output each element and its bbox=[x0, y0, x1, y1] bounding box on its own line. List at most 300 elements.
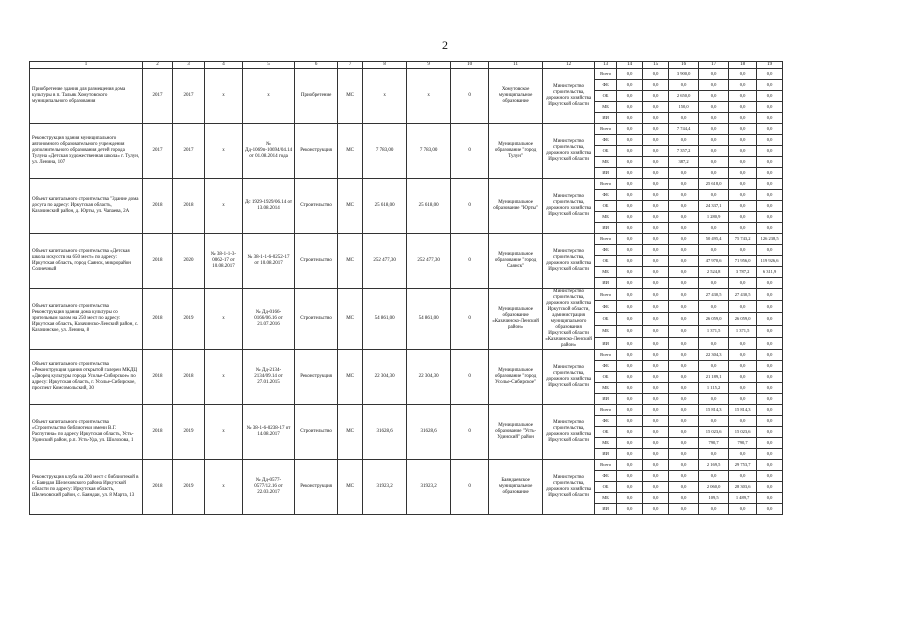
funding-source: Всего bbox=[595, 460, 617, 471]
funding-value: 0,0 bbox=[669, 383, 699, 394]
funding-value: 0,0 bbox=[643, 179, 669, 190]
responsible-executor: Министерство строительства, дорожного хозяйства Иркутской области, администрация муниципального образования Иркутской области «Казачинско-Ленский район» bbox=[543, 289, 595, 350]
estimated-cost: 54 861,00 bbox=[363, 289, 407, 350]
recipient: Муниципальное образование «Казачинско-Ленский район» bbox=[489, 289, 543, 350]
funding-value: 0,0 bbox=[643, 168, 669, 179]
funding-value: 0,0 bbox=[643, 372, 669, 383]
funding-value: 0,0 bbox=[669, 80, 699, 91]
work-type: Приобретение bbox=[295, 69, 338, 124]
column-number: 1 bbox=[30, 62, 143, 69]
column-number: 18 bbox=[729, 62, 757, 69]
funding-value: 0,0 bbox=[669, 504, 699, 515]
funding-value: 0,0 bbox=[617, 124, 643, 135]
funding-source: ОБ bbox=[595, 482, 617, 493]
funding-source: ОБ bbox=[595, 256, 617, 267]
funding-value: 0,0 bbox=[757, 113, 783, 124]
funding-value: 0,0 bbox=[699, 394, 729, 405]
recipient: Муниципальное образование "город Тулун" bbox=[489, 124, 543, 179]
funding-value: 0,0 bbox=[669, 325, 699, 337]
funding-value: 126 238,5 bbox=[757, 234, 783, 245]
funding-value: 0,0 bbox=[757, 350, 783, 361]
remaining-cost: x bbox=[407, 69, 451, 124]
funding-value: 28 303,6 bbox=[729, 482, 757, 493]
funding-value: 25 618,0 bbox=[699, 179, 729, 190]
funding-value: 0,0 bbox=[669, 372, 699, 383]
funding-value: 0,0 bbox=[729, 383, 757, 394]
funding-value: 0,0 bbox=[729, 223, 757, 234]
funding-value: 0,0 bbox=[643, 350, 669, 361]
funding-source: МБ bbox=[595, 438, 617, 449]
end-year: 2017 bbox=[173, 69, 205, 124]
funding-value: 0,0 bbox=[669, 460, 699, 471]
funding-value: 0,0 bbox=[643, 124, 669, 135]
funding-value: 0,0 bbox=[643, 234, 669, 245]
funding-value: 0,0 bbox=[729, 212, 757, 223]
funding-source: ИИ bbox=[595, 394, 617, 405]
estimated-cost: 22 304,30 bbox=[363, 350, 407, 405]
table-row bbox=[30, 179, 783, 190]
funding-value: 0,0 bbox=[757, 301, 783, 313]
funding-source: МБ bbox=[595, 157, 617, 168]
funding-value: 22 304,3 bbox=[699, 350, 729, 361]
funding-value: 0,0 bbox=[729, 69, 757, 80]
funding-source: ИИ bbox=[595, 449, 617, 460]
funding-value: 0,0 bbox=[643, 157, 669, 168]
funding-value: 0,0 bbox=[669, 212, 699, 223]
funding-value: 0,0 bbox=[617, 91, 643, 102]
funding-value: 15 814,3 bbox=[729, 405, 757, 416]
funding-value: 0,0 bbox=[757, 289, 783, 301]
funding-value: 27 430,5 bbox=[699, 289, 729, 301]
funding-value: 0,0 bbox=[669, 427, 699, 438]
funding-value: 0,0 bbox=[617, 313, 643, 325]
funding-value: 0,0 bbox=[757, 278, 783, 289]
funding-value: 0,0 bbox=[617, 113, 643, 124]
funding-source: ОБ bbox=[595, 427, 617, 438]
approval-document: № 38-1-6-0238-17 от 14.08.2017 bbox=[243, 405, 295, 460]
funding-value: 0,0 bbox=[643, 245, 669, 256]
approval-document: № Дд-1069п-10694/04.14 от 01.08.2014 года bbox=[243, 124, 295, 179]
funding-value: 0,0 bbox=[757, 135, 783, 146]
table-row bbox=[30, 289, 783, 301]
column-number: 9 bbox=[407, 62, 451, 69]
funding-value: 0,0 bbox=[669, 350, 699, 361]
work-type: Строительство bbox=[295, 405, 338, 460]
table-row bbox=[30, 405, 783, 416]
work-type: Строительство bbox=[295, 234, 338, 289]
funding-value: 0,0 bbox=[617, 460, 643, 471]
readiness-percent: 0 bbox=[451, 69, 489, 124]
funding-value: 0,0 bbox=[757, 212, 783, 223]
ownership-type: МС bbox=[338, 350, 363, 405]
funding-value: 0,0 bbox=[729, 91, 757, 102]
project-name: Приобретение здания для размещения дома культуры в п. Тальяк Хомутовского муниципального образования bbox=[30, 69, 143, 124]
column-number: 14 bbox=[617, 62, 643, 69]
funding-value: 3 787,2 bbox=[729, 267, 757, 278]
start-year: 2018 bbox=[143, 350, 173, 405]
funding-value: 0,0 bbox=[757, 372, 783, 383]
readiness-percent: 0 bbox=[451, 350, 489, 405]
funding-value: 0,0 bbox=[699, 102, 729, 113]
column-number: 7 bbox=[338, 62, 363, 69]
start-year: 2018 bbox=[143, 460, 173, 515]
funding-value: 6 311,9 bbox=[757, 267, 783, 278]
funding-value: 0,0 bbox=[643, 383, 669, 394]
program-table bbox=[29, 61, 783, 515]
remaining-cost: 25 618,00 bbox=[407, 179, 451, 234]
funding-value: 0,0 bbox=[729, 179, 757, 190]
funding-value: 0,0 bbox=[643, 471, 669, 482]
funding-source: ИИ bbox=[595, 113, 617, 124]
funding-source: ФБ bbox=[595, 245, 617, 256]
table-row bbox=[30, 124, 783, 135]
responsible-executor: Министерство строительства, дорожного хозяйства Иркутской области bbox=[543, 69, 595, 124]
funding-value: 0,0 bbox=[617, 301, 643, 313]
funding-value: 0,0 bbox=[643, 405, 669, 416]
remaining-cost: 31628,6 bbox=[407, 405, 451, 460]
funding-value: 0,0 bbox=[729, 102, 757, 113]
funding-source: ОБ bbox=[595, 201, 617, 212]
table-row bbox=[30, 350, 783, 361]
funding-source: ФБ bbox=[595, 471, 617, 482]
funding-value: 24 337,1 bbox=[699, 201, 729, 212]
funding-source: Всего bbox=[595, 124, 617, 135]
funding-value: 0,0 bbox=[643, 102, 669, 113]
funding-value: 0,0 bbox=[643, 337, 669, 349]
funding-value: 0,0 bbox=[699, 223, 729, 234]
funding-value: 0,0 bbox=[729, 416, 757, 427]
ownership-type: МС bbox=[338, 460, 363, 515]
funding-value: 0,0 bbox=[617, 267, 643, 278]
funding-source: МБ bbox=[595, 493, 617, 504]
funding-value: 0,0 bbox=[729, 301, 757, 313]
remaining-cost: 22 304,30 bbox=[407, 350, 451, 405]
remaining-cost: 252 477,30 bbox=[407, 234, 451, 289]
funding-value: 26 059,0 bbox=[699, 313, 729, 325]
funding-value: 1 280,9 bbox=[699, 212, 729, 223]
funding-value: 0,0 bbox=[699, 337, 729, 349]
funding-value: 0,0 bbox=[757, 124, 783, 135]
end-year: 2019 bbox=[173, 405, 205, 460]
funding-value: 71 956,0 bbox=[729, 256, 757, 267]
expertise-conclusion: x bbox=[205, 69, 243, 124]
funding-value: 119 926,6 bbox=[757, 256, 783, 267]
funding-value: 0,0 bbox=[643, 361, 669, 372]
funding-value: 790,7 bbox=[699, 438, 729, 449]
funding-value: 0,0 bbox=[617, 234, 643, 245]
remaining-cost: 7 783,00 bbox=[407, 124, 451, 179]
responsible-executor: Министерство строительства, дорожного хозяйства Иркутской области bbox=[543, 234, 595, 289]
funding-source: ФБ bbox=[595, 190, 617, 201]
funding-value: 0,0 bbox=[699, 471, 729, 482]
funding-source: ФБ bbox=[595, 361, 617, 372]
expertise-conclusion: x bbox=[205, 289, 243, 350]
funding-value: 0,0 bbox=[699, 113, 729, 124]
funding-value: 0,0 bbox=[617, 179, 643, 190]
funding-value: 21 189,1 bbox=[699, 372, 729, 383]
work-type: Строительство bbox=[295, 179, 338, 234]
readiness-percent: 0 bbox=[451, 460, 489, 515]
project-name: Реконструкция здания муниципального автономного образовательного учреждения дополнительного образования детей города Тулуна «Детская художественная школа» г. Тулун, ул. Ленина, 107 bbox=[30, 124, 143, 179]
funding-value: 0,0 bbox=[643, 256, 669, 267]
funding-value: 0,0 bbox=[729, 168, 757, 179]
funding-value: 0,0 bbox=[643, 325, 669, 337]
funding-value: 0,0 bbox=[729, 471, 757, 482]
funding-value: 0,0 bbox=[669, 256, 699, 267]
funding-value: 3 900,0 bbox=[669, 69, 699, 80]
funding-value: 0,0 bbox=[699, 69, 729, 80]
project-name: Объект капитального строительства Реконструкция здания дома культуры со зрительным залом на 250 мест по адресу: Иркутская область, Казачинско-Ленский район, с. Казачинское, ул. Ленина, 8 bbox=[30, 289, 143, 350]
funding-value: 2 524,8 bbox=[699, 267, 729, 278]
funding-value: 0,0 bbox=[643, 427, 669, 438]
funding-value: 0,0 bbox=[757, 69, 783, 80]
funding-value: 0,0 bbox=[617, 69, 643, 80]
funding-value: 0,0 bbox=[643, 69, 669, 80]
funding-source: Всего bbox=[595, 289, 617, 301]
funding-value: 0,0 bbox=[699, 416, 729, 427]
end-year: 2020 bbox=[173, 234, 205, 289]
funding-value: 0,0 bbox=[729, 157, 757, 168]
readiness-percent: 0 bbox=[451, 289, 489, 350]
funding-source: ИИ bbox=[595, 168, 617, 179]
funding-source: ФБ bbox=[595, 416, 617, 427]
estimated-cost: 25 618,00 bbox=[363, 179, 407, 234]
funding-value: 0,0 bbox=[669, 278, 699, 289]
funding-value: 0,0 bbox=[643, 135, 669, 146]
funding-value: 0,0 bbox=[617, 212, 643, 223]
funding-value: 0,0 bbox=[643, 504, 669, 515]
funding-value: 0,0 bbox=[643, 212, 669, 223]
readiness-percent: 0 bbox=[451, 124, 489, 179]
funding-value: 0,0 bbox=[643, 313, 669, 325]
funding-value: 0,0 bbox=[699, 146, 729, 157]
funding-value: 0,0 bbox=[669, 313, 699, 325]
funding-value: 0,0 bbox=[669, 245, 699, 256]
expertise-conclusion: № 38-1-1-3-0062-17 от 10.08.2017 bbox=[205, 234, 243, 289]
page-number: 2 bbox=[442, 38, 448, 52]
funding-value: 0,0 bbox=[729, 146, 757, 157]
end-year: 2019 bbox=[173, 460, 205, 515]
funding-value: 0,0 bbox=[699, 278, 729, 289]
funding-value: 0,0 bbox=[757, 223, 783, 234]
funding-value: 0,0 bbox=[617, 405, 643, 416]
funding-value: 0,0 bbox=[699, 190, 729, 201]
funding-value: 2 060,0 bbox=[699, 482, 729, 493]
funding-value: 0,0 bbox=[669, 168, 699, 179]
funding-value: 7 744,4 bbox=[669, 124, 699, 135]
funding-value: 0,0 bbox=[617, 449, 643, 460]
funding-source: ОБ bbox=[595, 372, 617, 383]
funding-value: 15 814,3 bbox=[699, 405, 729, 416]
column-number: 6 bbox=[295, 62, 338, 69]
column-number: 12 bbox=[543, 62, 595, 69]
funding-source: Всего bbox=[595, 350, 617, 361]
recipient: Хомутовское муниципальное образование bbox=[489, 69, 543, 124]
funding-value: 26 059,0 bbox=[729, 313, 757, 325]
funding-value: 0,0 bbox=[617, 471, 643, 482]
column-number: 2 bbox=[143, 62, 173, 69]
column-number: 11 bbox=[489, 62, 543, 69]
funding-value: 0,0 bbox=[617, 325, 643, 337]
funding-source: МБ bbox=[595, 383, 617, 394]
approval-document: Дс 1929-1929/06.14 от 13.08.2014 bbox=[243, 179, 295, 234]
funding-value: 75 743,2 bbox=[729, 234, 757, 245]
estimated-cost: x bbox=[363, 69, 407, 124]
responsible-executor: Министерство строительства, дорожного хозяйства Иркутской области bbox=[543, 350, 595, 405]
ownership-type: МС bbox=[338, 179, 363, 234]
recipient: Баяндаевское муниципальное образование bbox=[489, 460, 543, 515]
readiness-percent: 0 bbox=[451, 234, 489, 289]
funding-value: 0,0 bbox=[729, 504, 757, 515]
responsible-executor: Министерство строительства, дорожного хозяйства Иркутской области bbox=[543, 405, 595, 460]
funding-value: 0,0 bbox=[643, 80, 669, 91]
funding-value: 0,0 bbox=[757, 394, 783, 405]
funding-value: 0,0 bbox=[699, 91, 729, 102]
funding-value: 0,0 bbox=[729, 80, 757, 91]
funding-value: 0,0 bbox=[643, 278, 669, 289]
funding-value: 0,0 bbox=[617, 427, 643, 438]
start-year: 2017 bbox=[143, 69, 173, 124]
funding-value: 27 430,5 bbox=[729, 289, 757, 301]
funding-value: 0,0 bbox=[757, 146, 783, 157]
estimated-cost: 31628,6 bbox=[363, 405, 407, 460]
funding-source: МБ bbox=[595, 102, 617, 113]
funding-value: 0,0 bbox=[757, 313, 783, 325]
funding-value: 109,5 bbox=[699, 493, 729, 504]
estimated-cost: 31923,2 bbox=[363, 460, 407, 515]
funding-value: 0,0 bbox=[729, 135, 757, 146]
funding-value: 0,0 bbox=[617, 482, 643, 493]
funding-value: 0,0 bbox=[729, 394, 757, 405]
funding-value: 0,0 bbox=[617, 372, 643, 383]
funding-value: 0,0 bbox=[669, 223, 699, 234]
funding-value: 0,0 bbox=[699, 124, 729, 135]
funding-value: 0,0 bbox=[643, 301, 669, 313]
funding-value: 0,0 bbox=[669, 493, 699, 504]
funding-value: 0,0 bbox=[669, 361, 699, 372]
funding-value: 0,0 bbox=[617, 80, 643, 91]
remaining-cost: 54 861,00 bbox=[407, 289, 451, 350]
funding-value: 0,0 bbox=[757, 80, 783, 91]
funding-value: 2 650,0 bbox=[669, 91, 699, 102]
funding-value: 0,0 bbox=[757, 325, 783, 337]
funding-value: 0,0 bbox=[617, 383, 643, 394]
funding-source: МБ bbox=[595, 267, 617, 278]
funding-value: 15 023,6 bbox=[699, 427, 729, 438]
funding-value: 150,0 bbox=[669, 102, 699, 113]
funding-source: ОБ bbox=[595, 91, 617, 102]
funding-value: 0,0 bbox=[669, 201, 699, 212]
funding-value: 0,0 bbox=[669, 438, 699, 449]
funding-value: 0,0 bbox=[617, 504, 643, 515]
funding-value: 0,0 bbox=[729, 201, 757, 212]
funding-value: 0,0 bbox=[643, 449, 669, 460]
funding-value: 0,0 bbox=[617, 361, 643, 372]
work-type: Реконструкция bbox=[295, 124, 338, 179]
column-number: 10 bbox=[451, 62, 489, 69]
approval-document: x bbox=[243, 69, 295, 124]
start-year: 2018 bbox=[143, 289, 173, 350]
start-year: 2017 bbox=[143, 124, 173, 179]
expertise-conclusion: x bbox=[205, 179, 243, 234]
funding-value: 0,0 bbox=[729, 278, 757, 289]
funding-source: ФБ bbox=[595, 80, 617, 91]
funding-value: 0,0 bbox=[729, 449, 757, 460]
work-type: Строительство bbox=[295, 289, 338, 350]
table-row bbox=[30, 69, 783, 80]
funding-value: 7 357,2 bbox=[669, 146, 699, 157]
funding-source: ИИ bbox=[595, 223, 617, 234]
table-row bbox=[30, 234, 783, 245]
funding-value: 0,0 bbox=[617, 146, 643, 157]
funding-value: 0,0 bbox=[617, 350, 643, 361]
funding-value: 0,0 bbox=[643, 394, 669, 405]
funding-value: 0,0 bbox=[757, 493, 783, 504]
funding-value: 0,0 bbox=[699, 157, 729, 168]
funding-value: 1 115,2 bbox=[699, 383, 729, 394]
column-number: 15 bbox=[643, 62, 669, 69]
approval-document: № Дд-2134-2134/09.14 от 27.01.2015 bbox=[243, 350, 295, 405]
funding-value: 0,0 bbox=[699, 80, 729, 91]
project-name: Объект капитального строительства «Детская школа искусств на 650 мест» по адресу: Иркутская область, город Саянск, микрорайон Солнечный bbox=[30, 234, 143, 289]
funding-value: 50 495,4 bbox=[699, 234, 729, 245]
approval-document: № Дд-0577-0577/12.16 от 22.03.2017 bbox=[243, 460, 295, 515]
funding-value: 0,0 bbox=[757, 91, 783, 102]
start-year: 2018 bbox=[143, 234, 173, 289]
funding-value: 1 489,7 bbox=[729, 493, 757, 504]
column-number: 17 bbox=[699, 62, 729, 69]
approval-document: № Дд-0166-0166/06.16 от 21.07.2016 bbox=[243, 289, 295, 350]
funding-source: ФБ bbox=[595, 301, 617, 313]
funding-value: 0,0 bbox=[699, 449, 729, 460]
funding-value: 387,2 bbox=[669, 157, 699, 168]
funding-value: 0,0 bbox=[643, 146, 669, 157]
funding-value: 0,0 bbox=[617, 135, 643, 146]
funding-value: 0,0 bbox=[757, 405, 783, 416]
start-year: 2018 bbox=[143, 405, 173, 460]
funding-source: ФБ bbox=[595, 135, 617, 146]
funding-value: 0,0 bbox=[669, 405, 699, 416]
funding-value: 0,0 bbox=[617, 157, 643, 168]
funding-value: 0,0 bbox=[669, 267, 699, 278]
funding-value: 0,0 bbox=[699, 245, 729, 256]
funding-source: ОБ bbox=[595, 146, 617, 157]
funding-value: 0,0 bbox=[643, 91, 669, 102]
recipient: Муниципальное образование "город Усолье-Сибирское" bbox=[489, 350, 543, 405]
funding-value: 1 371,5 bbox=[729, 325, 757, 337]
funding-value: 0,0 bbox=[669, 471, 699, 482]
funding-value: 790,7 bbox=[729, 438, 757, 449]
funding-source: ИИ bbox=[595, 278, 617, 289]
funding-value: 0,0 bbox=[699, 168, 729, 179]
funding-value: 0,0 bbox=[643, 267, 669, 278]
funding-value: 2 169,5 bbox=[699, 460, 729, 471]
funding-value: 0,0 bbox=[617, 394, 643, 405]
funding-source: МБ bbox=[595, 325, 617, 337]
funding-value: 0,0 bbox=[617, 416, 643, 427]
funding-source: Всего bbox=[595, 234, 617, 245]
expertise-conclusion: x bbox=[205, 124, 243, 179]
end-year: 2017 bbox=[173, 124, 205, 179]
funding-value: 0,0 bbox=[643, 482, 669, 493]
funding-value: 0,0 bbox=[669, 394, 699, 405]
funding-value: 0,0 bbox=[643, 223, 669, 234]
responsible-executor: Министерство строительства, дорожного хозяйства Иркутской области bbox=[543, 179, 595, 234]
recipient: Муниципальное образование "город Саянск" bbox=[489, 234, 543, 289]
funding-source: Всего bbox=[595, 405, 617, 416]
project-name: Объект капитального строительства "Здание дома досуга по адресу: Иркутская область, Казачинский район, д. Юрты, ул. Чапаева, 2А bbox=[30, 179, 143, 234]
funding-value: 0,0 bbox=[757, 416, 783, 427]
